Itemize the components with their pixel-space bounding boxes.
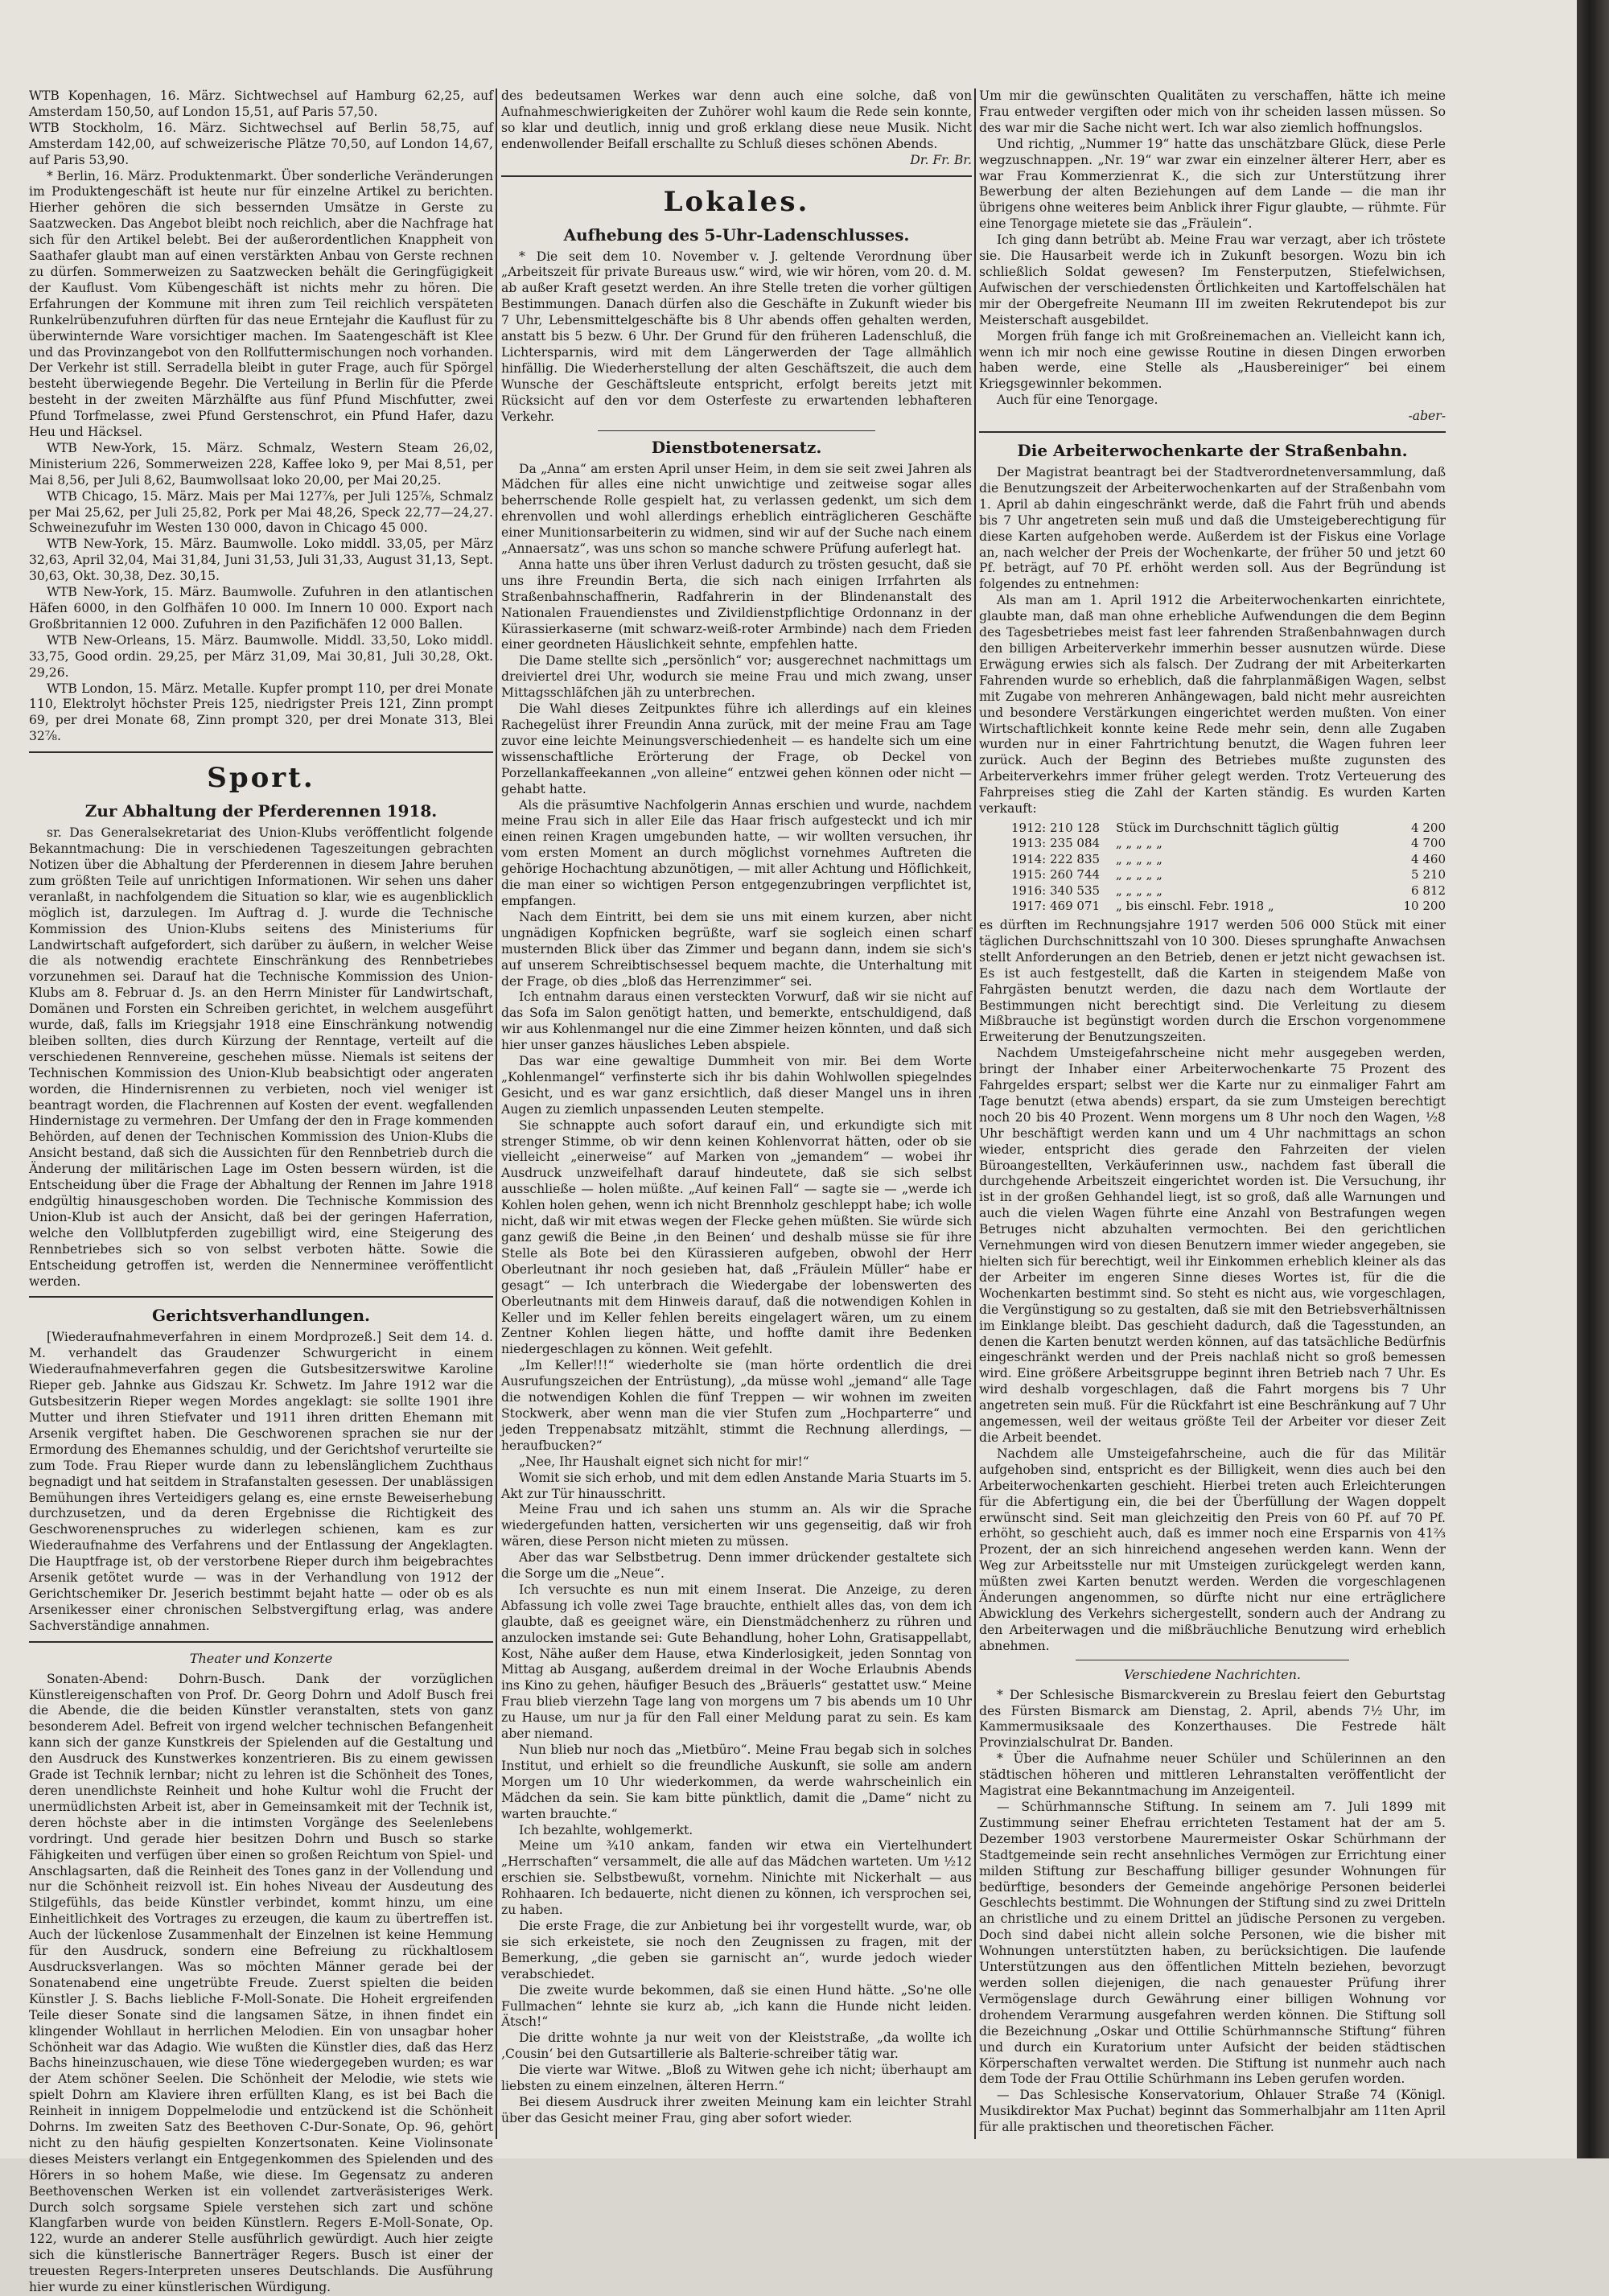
ticket-stats-table	[1011, 821, 1446, 915]
article-paragraph: Als man am 1. April 1912 die Arbeiterwochenkarten einrichtete, glaubte man, daß man ohne erhebliche Aufwendungen die dem Beginn des Tagesbetriebes meist fast leer fahrenden Straßenbahnwagen durch den billigen Arbeiterverkehr immerhin besser ausnutzen würde. Diese Erwägung erwies sich als falsch. Der Zudrang der mit Arbeiterkarten Fahrenden wurde so erheblich, daß die fahrplanmäßigen Wagen, selbst mit Zugabe von mehreren Anhängewagen, bald nicht mehr ausreichten und besondere Verstärkungen eingerichtet werden mußten. Von einer Wirtschaftlichkeit konnte keine Rede mehr sein, denn alle Zugaben wurden nur in einer Fahrtrichtung benutzt, die Wagen fuhren leer zurück. Auch der Beginn des Betriebes mußte zugunsten des Arbeiterverkehrs immer früher gelegt werden. Trotz Verteuerung des Fahrpreises stieg die Zahl der Karten ständig. Es wurden Karten verkauft:	[979, 593, 1446, 817]
column-2	[501, 88, 972, 2139]
section-title-court: Gerichtsverhandlungen.	[152, 1306, 370, 1326]
article-paragraph: Nachdem alle Umsteigefahrscheine, auch die für das Militär aufgehoben sind, entspricht es der Billigkeit, wenn dies auch bei den Arbeiterwochenkarten geschieht. Hierbei treten auch Erleichterungen für die Abfertigung ein, die bei der Überfüllung der Wagen doppelt erwünscht sind. Seit man gleichzeitig den Preis von 60 Pf. auf 70 Pf. erhöht, so geschieht auch, daß es immer noch eine Ersparnis von 41⅔ Prozent, der an sich hinreichend angesehen werden kann. Wenn der Weg zur Arbeitsstelle nur mit Umsteigen zurückgelegt werden kann, müßten zwei Karten benutzt werden. Werden die vorgeschlagenen Änderungen angenommen, so dürfte nicht nur eine erträglichere Abwicklung des Verkehrs sichergestellt, sondern auch der Andrang zu den Arbeiterwagen und die mißbräuchliche Benutzung wird erheblich abnehmen.	[979, 1446, 1446, 1653]
article-body: [Wiederaufnahmeverfahren in einem Mordprozeß.] Seit dem 14. d. M. verhandelt das Graudenzer Schwurgericht in einem Wiederaufnahmeverfahren gegen die Gutsbesitzerswitwe Karoline Rieper geb. Jahnke aus Gidszau Kr. Schwetz. Im Jahre 1912 war die Gutsbesitzerin Rieper wegen Mordes angeklagt: sie sollte 1901 ihre Mutter und ihren Stiefvater und 1911 ihren dritten Ehemann mit Arsenik vergiftet haben. Die Geschworenen sprachen sie nur der Ermordung des Ehemannes schuldig, und der Gerichtshof verurteilte sie zum Tode. Frau Rieper wurde dann zu lebenslänglichem Zuchthaus begnadigt und hat seitdem in Strafanstalten gesessen. Der unablässigen Bemühungen ihres Verteidigers gelang es, eine ernste Beweiserhebung durchzusetzen, und da deren Ergebnisse die Richtigkeit des Geschworenenspruches zu widerlegen schienen, kam es zur Wiederaufnahme des Verfahrens und der Entlassung der Angeklagten. Die Hauptfrage ist, ob der verstorbene Rieper durch ihm beigebrachtes Arsenik getötet wurde — was in der Verhandlung von 1912 der Gerichtschemiker Dr. Jeserich bestimmt bejaht hatte — oder ob es als Arsenikesser einer chronischen Selbstvergiftung erlag, was andere Sachverständige annahmen.	[29, 1330, 493, 1633]
section-divider	[29, 751, 493, 753]
article-paragraph: Ich bezahlte, wohlgemerkt.	[519, 1822, 693, 1837]
stat-daily: 4 200	[1411, 820, 1446, 835]
article-paragraph: Meine Frau und ich sahen uns stumm an. Als wir die Sprache wiedergefunden hatten, versicherten wir uns gegenseitig, daß wir froh wären, diese Person nicht mieten zu müssen.	[501, 1502, 972, 1549]
article-paragraph: Nach dem Eintritt, bei dem sie uns mit einem kurzen, aber nicht ungnädigen Kopfnicken begrüßte, warf sie sogleich einen scharf musternden Blick über das Zimmer und begann dann, indem sie sich's auf unserem Schreibtischsessel bequem machte, die Unterhaltung mit der Frage, ob dies „bloß das Herrenzimmer“ sei.	[501, 909, 972, 989]
author-signature: Dr. Fr. Br.	[910, 152, 972, 167]
market-report: WTB London, 15. März. Metalle. Kupfer prompt 110, per drei Monate 110, Elektrolyt höchster Preis 125, niedrigster Preis 121, Zinn prompt 69, per drei Monate 68, Zinn prompt 320, per drei Monate 313, Blei 32⅞.	[29, 681, 493, 744]
stat-daily: 4 460	[1411, 851, 1446, 866]
market-report: WTB New-Orleans, 15. März. Baumwolle. Middl. 33,50, Loko middl. 33,75, Good ordin. 29,25, per März 31,09, Mai 30,81, Juli 30,28, Okt. 29,26.	[29, 632, 493, 680]
article-paragraph: Morgen früh fange ich mit Großreinemachen an. Vielleicht kann ich, wenn ich mir noch eine gewisse Routine in diesen Dingen erworben haben werde, eine Stelle als „Hausbereiniger“ bei einem Kriegsgewinnler bekommen.	[979, 328, 1446, 392]
article-paragraph: Und richtig, „Nummer 19“ hatte das unschätzbare Glück, diese Perle wegzuschnappen. „Nr. 19“ war zwar ein einzelner älterer Herr, aber es war Frau Kommerzienrat K., die sich zur Unterstützung ihrer Bewerbung der alten Beziehungen auf dem Lande — die man ihr übrigens ohne weiteres beim Anblick ihrer Figur glaubte, — rühmte. Für eine Tenorgage mietete sie das „Fräulein“.	[979, 136, 1446, 232]
article-paragraph: — Schürhmannsche Stiftung. In seinem am 7. Juli 1899 mit Zustimmung seiner Ehefrau errichteten Testament hat der am 5. Dezember 1903 verstorbene Maurermeister Oskar Schürhmann der Stadtgemeinde sein recht ansehnliches Vermögen zur Errichtung einer milden Stiftung zur Beschaffung billiger gesunder Wohnungen für bedürftige, besonders der Gemeinde angehörige Personen beiderlei Geschlechts bestimmt. Die Wohnungen der Stiftung sind zu zwei Dritteln an christliche und zu einem Drittel an jüdische Personen zu vergeben. Doch sind dabei nicht allein solche Personen, wie die bisher mit Wohnungen unterstützten haben, zu berücksichtigen. Die laufende Unterstützungen aus den öffentlichen Mitteln beziehen, bevorzugt werden sollen diejenigen, die nach genauester Prüfung ihrer Vermögenslage durch Gewährung einer billigen Wohnung vor drohendem Verarmung ausgefahren werden können. Die Stiftung soll die Bezeichnung „Oskar und Ottilie Schürhmannsche Stiftung“ führen und durch ein Kuratorium unter Aufsicht der beiden städtischen Körperschaften verwaltet werden. Die Stiftung ist nunmehr auch nach dem Tode der Frau Ottilie Schürhmann ins Leben gerufen worden.	[979, 1800, 1446, 2087]
article-paragraph: Meine um ¾10 ankam, fanden wir etwa ein Viertelhundert „Herrschaften“ versammelt, die alle auf das Mädchen warteten. Um ½12 erschien sie. Selbstbewußt, vornehm. Ninichte mit Nickerhalt — aus Rohhaaren. Ich bedauerte, nicht dienen zu können, ich versprochen sei, zu haben.	[501, 1838, 972, 1918]
article-paragraph: * Der Schlesische Bismarckverein zu Breslau feiert den Geburtstag des Fürsten Bismarck am Dienstag, 2. April, abends 7½ Uhr, im Kammermusiksaale des Konzerthauses. Die Festrede hält Provinzialschulrat Dr. Banden.	[979, 1687, 1446, 1751]
stat-year: 1914: 222 835	[1011, 851, 1101, 866]
article-paragraph: * Über die Aufnahme neuer Schüler und Schülerinnen an den städtischen höheren und mittleren Lehranstalten veröffentlicht der Magistrat eine Bekanntmachung im Anzeigenteil.	[979, 1751, 1446, 1799]
stat-year: 1913: 235 084	[1011, 836, 1101, 851]
article-paragraph: Die dritte wohnte ja nur weit von der Kleiststraße, „da wollte ich ‚Cousin‘ bei den Gutsartillerie als Balterie-schreiber tätig war.	[501, 2031, 972, 2062]
article-paragraph: Die vierte war Witwe. „Bloß zu Witwen gehe ich nicht; überhaupt am liebsten zu einem einzelnen, älteren Herrn.“	[501, 2063, 972, 2094]
article-heading: Aufhebung des 5-Uhr-Ladenschlusses.	[563, 224, 910, 245]
table-row	[1011, 821, 1446, 837]
column-3	[979, 88, 1446, 2139]
stat-daily: 10 200	[1403, 899, 1446, 914]
article-paragraph: Die erste Frage, die zur Anbietung bei ihr vorgestellt wurde, war, ob sie sich erkeistete, sie noch den Zeugnissen zu fragen, mit der Bemerkung, „die geben sie garnischt an“, wurde jedoch wieder verabschiedet.	[501, 1918, 972, 1981]
article-paragraph: „Nee, Ihr Haushalt eignet sich nicht for mir!“	[519, 1454, 809, 1469]
stat-year: 1915: 260 744	[1011, 867, 1101, 883]
market-report: * Berlin, 16. März. Produktenmarkt. Über sonderliche Veränderungen im Produktengeschäft ist heute nur für einzelne Artikel zu berichten. Hierher gehören die sich bessernden Umsätze in Gerste zu Saatzwecken. Das Angebot bleibt noch reichlich, aber die Nachfrage hat sich für den Artikel belebt. Bei der außerordentlichen Knappheit von Saathafer glaubt man auf einen verstärkten Anbau von Gerste rechnen zu dürfen. Sommerweizen zu Saatzwecken behält die Geringfügigkeit der Kauflust. Vom Kübengeschäft ist nichts mehr zu hören. Die Erfahrungen der Kommune mit ihren zum Teil reichlich verspäteten Runkelrübenzufuhren dürften für das neue Erntejahr die Kauflust für zu überwinternde Ware vorsichtiger machen. Im Saatengeschäft ist Klee und das Provinzangebot von den Rollfuttermischungen noch vorhanden. Der Verkehr ist still. Serradella bleibt in guter Frage, auch für Spörgel besteht überwiegende Begehr. Die Verteilung in Berlin für die Pferde besteht in der zweiten Märzhälfte aus fünf Pfund Mischfutter, zwei Pfund Torfmelasse, zwei Pfund Gerstenschrot, ein Pfund Hafer, dazu Heu und Häcksel.	[29, 168, 493, 440]
market-report: WTB New-York, 15. März. Baumwolle. Zufuhren in den atlantischen Häfen 6000, in den Golfhäfen 10 000. Im Innern 10 000. Export nach Großbritannien 12 000. Zufuhren in den Pazifichäfen 12 000 Ballen.	[29, 585, 493, 632]
article-paragraph: Ich entnahm daraus einen versteckten Vorwurf, daß wir sie nicht auf das Sofa im Salon genötigt hatten, und bemerkte, entschuldigend, daß wir aus Kohlenmangel nur die eine Zimmer heizen könnten, und daß sich hier unser ganzes häusliches Leben abspiele.	[501, 990, 972, 1053]
article-body: * Die seit dem 10. November v. J. geltende Verordnung über „Arbeitszeit für private Bureaus usw.“ wird, wie wir hören, vom 20. d. M. ab außer Kraft gesetzt werden. An ihre Stelle treten die vorher gültigen Bestimmungen. Danach dürfen also die Geschäfte in Zukunft wieder bis 7 Uhr, Lebensmittelgeschäfte bis 8 Uhr abends offen gehalten werden, anstatt bis 5 bezw. 6 Uhr. Der Grund für den früheren Ladenschluß, die Lichtersparnis, wird mit dem Längerwerden der Tage allmählich hinfällig. Die Wiederherstellung der alten Geschäftszeit, die auch dem Wunsche der Geschäftsleute entspricht, erfolgt bereits jetzt mit Rücksicht auf den vor dem Osterfeste zu erwartenden lebhafteren Verkehr.	[501, 249, 972, 424]
article-heading: Die Arbeiterwochenkarte der Straßenbahn.	[1017, 441, 1408, 461]
stat-label: „ „ „ „ „	[1116, 867, 1163, 883]
stat-label: „ „ „ „ „	[1116, 851, 1163, 866]
stat-year: 1916: 340 535	[1011, 883, 1101, 898]
section-divider	[29, 1641, 493, 1643]
market-report: WTB Kopenhagen, 16. März. Sichtwechsel auf Hamburg 62,25, auf Amsterdam 150,50, auf London 15,51, auf Paris 57,50.	[29, 88, 493, 119]
table-row	[1011, 899, 1446, 915]
column-1	[29, 88, 493, 2295]
section-divider	[29, 1296, 493, 1298]
market-report: WTB Chicago, 15. März. Mais per Mai 127⅞, per Juli 125⅞, Schmalz per Mai 25,62, per Juli 25,82, Pork per Mai 48,26, Speck 22,77—24,27. Schweinezufuhr im Westen 130 000, davon in Chicago 45 000.	[29, 488, 493, 536]
stat-label: „ bis einschl. Febr. 1918 „	[1116, 899, 1274, 914]
article-paragraph: Ich ging dann betrübt ab. Meine Frau war verzagt, aber ich tröstete sie. Die Hausarbeit werde ich in Zukunft besorgen. Wozu bin ich schließlich Soldat gewesen? Im Fensterputzen, Stiefelwichsen, Aufwischen der verschiedensten Örtlichkeiten und Kartoffelschälen hat mir der Obergefreite Neumann III im zweiten Rekrutendepot bis zur Meisterschaft ausgebildet.	[979, 232, 1446, 327]
section-divider	[501, 175, 972, 177]
article-paragraph: Die Wahl dieses Zeitpunktes führe ich allerdings auf ein kleines Rachegelüst ihrer Freundin Anna zurück, mit der meine Frau am Tage zuvor eine leichte Meinungsverschiedenheit — es handelte sich um eine wissenschaftliche Erörterung der Frage, ob Deckel von Porzellankaffeekannen „von alleine“ entzwei gehen können oder nicht — gehabt hatte.	[501, 702, 972, 796]
stat-label: „ „ „ „ „	[1116, 883, 1163, 898]
page-edge-shadow	[1577, 0, 1609, 2158]
article-paragraph: Als die präsumtive Nachfolgerin Annas erschien und wurde, nachdem meine Frau sich in aller Eile das Haar frisch aufgesteckt und ich mir einen reinen Kragen umgebunden hatte, — wir wollten versuchen, ihr vom ersten Moment an durch möglichst vornehmes Auftreten die gehörige Hochachtung abzunötigen, — mit aller Achtung und Höflichkeit, die man einer so wichtigen Person entgegenzubringen verpflichtet ist, empfangen.	[501, 797, 972, 908]
section-title-local: Lokales.	[663, 185, 810, 218]
column-rule	[496, 88, 497, 2139]
article-paragraph: Ich versuchte es nun mit einem Inserat. Die Anzeige, zu deren Abfassung ich volle zwei Tage brauchte, enthielt alles das, von dem ich glaubte, daß es geeignet wäre, ein Dienstmädchenherz zu rühren und anzulocken imstande sei: Gute Behandlung, hoher Lohn, Gratisappellabt, Kost, Nähe außer dem Hause, etwa Kinderlosigkeit, jeden Sonntag von Mittag ab Ausgang, außerdem dreimal in der Woche Erlaubnis Abends ins Kino zu gehen, häufiger Besuch des „Bräuerls“ gestattet usw.“ Meine Frau blieb vierzehn Tage lang von morgens um 7 bis abends um 10 Uhr zu Hause, um nur ja für den Fall einer Meldung parat zu sein. Es kam aber niemand.	[501, 1582, 972, 1742]
article-paragraph: Um mir die gewünschten Qualitäten zu verschaffen, hätte ich meine Frau entweder vergiften oder mich von ihr scheiden lassen müssen. So des war mir die Sache nicht wert. Ich war also ziemlich hoffnungslos.	[979, 88, 1446, 135]
article-paragraph: Der Magistrat beantragt bei der Stadtverordnetenversammlung, daß die Benutzungszeit der Arbeiterwochenkarten auf der Straßenbahn vom 1. April ab dahin eingeschränkt werde, daß die Fahrt früh und abends bis 7 Uhr angetreten sein muß und daß die Umsteigeberechtigung für diese Karten aufgehoben werde. Außerdem ist der Fiskus eine Vorlage an, nach welcher der Preis der Wochenkarte, der früher 50 und jetzt 60 Pf. beträgt, auf 70 Pf. erhöht werden soll. Aus der Begründung ist folgendes zu entnehmen:	[979, 465, 1446, 592]
article-paragraph: Anna hatte uns über ihren Verlust dadurch zu trösten gesucht, daß sie uns ihre Freundin Berta, die sich nach einigen Irrfahrten als Straßenbahnschaffnerin, Radfahrerin in der Blindenanstalt des Nationalen Frauendienstes und Zivildienstpflichtige Ordonnanz in der Kürassierkaserne (mit schwarz-weiß-roter Armbinde) nach dem Frieden einer geordneten Häuslichkeit sehnte, empfehlen hatte.	[501, 557, 972, 652]
article-paragraph: Sie schnappte auch sofort darauf ein, und erkundigte sich mit strenger Stimme, ob wir denn keinen Kohlenvorrat hätten, oder ob sie vielleicht „einerweise“ auf Marken von „jemandem“ — wobei ihr Ausdruck unzweifelhaft darauf hindeutete, daß sie sich selbst ausschließe — holen müßte. „Auf keinen Fall“ — sagte sie — „werde ich Kohlen holen gehen, wenn ich nicht Brennholz geschleppt habe; ich wolle nicht, daß wir mit etwas wegen der Flecke gehen müßten. Sie würde sich ganz gewiß die Beine ‚in den Beinen‘ und deshalb müsse sie für ihre Stelle als Bote bei den Kürassieren aufgeben, obwohl der Herr Oberleutnant ihr noch gesieben hat, daß „Fräulein Müller“ habe er gesagt“ — Ich unterbrach die Wiedergabe der lobenswerten des Oberleutnants mit dem Hinweis darauf, daß die notwendigen Kohlen in Keller und im Keller fehlen bereits eingelagert wären, um zu einem Zentner Kohlen liegen hätte, und hoffte damit ihre Bedenken niedergeschlagen zu können. Weit gefehlt.	[501, 1117, 972, 1357]
article-heading: Zur Abhaltung der Pferderennen 1918.	[84, 801, 438, 821]
stat-daily: 6 812	[1411, 883, 1446, 898]
table-row	[1011, 867, 1446, 883]
article-paragraph: Aber das war Selbstbetrug. Denn immer drückender gestaltete sich die Sorge um die „Neue“.	[501, 1550, 972, 1582]
section-title-sport: Sport.	[207, 762, 315, 795]
article-paragraph: es dürften im Rechnungsjahre 1917 werden 506 000 Stück mit einer täglichen Durchschnittszahl von 10 300. Dieses sprunghafte Anwachsen stellt Anforderungen an den Betrieb, denen er jetzt nicht gewachsen ist. Es ist auch festgestellt, daß die Karten in steigendem Maße von Fahrgästen benutzt werden, die dazu nach dem Wortlaute der Bestimmungen nicht berechtigt sind. Die Verleitung zu diesem Mißbrauche ist begünstigt worden durch die Erschon vorgenommene Erweiterung der Benutzungszeiten.	[979, 917, 1446, 1045]
article-paragraph: Die Dame stellte sich „persönlich“ vor; ausgerechnet nachmittags um dreiviertel drei Uhr, wodurch sie meine Frau und mich zwang, unser Mittagsschläfchen jäh zu unterbrechen.	[501, 653, 972, 701]
article-paragraph: Da „Anna“ am ersten April unser Heim, in dem sie seit zwei Jahren als Mädchen für alles eine nicht unwichtige und zeitweise sogar alles beherrschende Rolle gespielt hat, zu verlassen gedenkt, um sich dem ehrenvollen und wohl allerdings erheblich einträglicheren Geschäfte einer Munitionsarbeiterin zu widmen, sind wir auf der Suche nach einem „Annaersatz“, was uns schon so manche schwere Prüfung auferlegt hat.	[501, 461, 972, 557]
table-row	[1011, 852, 1446, 868]
article-divider	[598, 430, 875, 431]
article-paragraph: Auch für eine Tenorgage.	[997, 393, 1158, 408]
article-paragraph: Nachdem Umsteigefahrscheine nicht mehr ausgegeben werden, bringt der Inhaber einer Arbeiterwochenkarte 75 Prozent des Fahrgeldes erspart; selbst wer die Karte nur zu einmaliger Fahrt am Tage benutzt (etwa abends) erspart, da sie zum Umsteigen berechtigt noch 20 bis 40 Prozent. Wenn morgens um 8 Uhr noch den Wagen, ½8 Uhr beschäftigt werden kann und um 4 Uhr nachmittags an schon wieder, entspricht dies gerade den Fahrzeiten der vielen Büroangestellten, Verkäuferinnen usw., nachdem fast überall die durchgehende Arbeitszeit eingerichtet worden ist. Die Versuchung, ihr ist in der großen Gehhandel liegt, ist so groß, daß alle Warnungen und auch die vielen Wagen führte eine Anzahl von Bestrafungen wegen Betruges nicht abzuhalten vermochten. Bei den gerichtlichen Vernehmungen wird von diesen Benutzern immer wieder angegeben, sie hielten sich für berechtigt, weil ihr Einkommen erheblich kleiner als das der Arbeiter im engeren Sinne dieses Wortes ist, für die die Wochenkarten bestimmt sind. So steht es nicht aus, wie vorgeschlagen, die Vergünstigung so zu gestalten, daß sie mit den Betriebsverhältnissen im Einklange bleibt. Das geschieht dadurch, daß die Tagesstunden, an denen die Karten benutzt werden können, auf das tatsächliche Bedürfnis eingeschränkt werden und der Preis nachlaß nicht so groß bemessen wird. Eine größere Arbeitsgruppe beginnt ihren Betrieb nach 7 Uhr. Es wird deshalb vorgeschlagen, daß die Fahrt morgens bis 7 Uhr angetreten sein muß. Für die Rückfahrt ist eine Beschränkung auf 7 Uhr angemessen, weil der weitaus größte Teil der Arbeiter vor dieser Zeit die Arbeit beendet.	[979, 1046, 1446, 1445]
section-title-theater: Theater und Konzerte	[189, 1650, 333, 1666]
article-paragraph: Die zweite wurde bekommen, daß sie einen Hund hätte. „So'ne olle Fullmachen“ lehnte sie kurz ab, „ich kann die Hunde nicht leiden. Ätsch!“	[501, 1982, 972, 2030]
article-paragraph: Das war eine gewaltige Dummheit von mir. Bei dem Worte „Kohlenmangel“ verfinsterte sich ihr bis dahin Wohlwollen spiegelndes Gesicht, und es war ganz ersichtlich, daß dieser Mangel uns in ihren Augen zu ziemlich unpassenden Leuten stempelte.	[501, 1054, 972, 1117]
article-paragraph: „Im Keller!!!“ wiederholte sie (man hörte ordentlich die drei Ausrufungszeichen der Entrüstung), „da müsse wohl „jemand“ alle Tage die notwendigen Kohlen die fünf Treppen — wir wohnen im zweiten Stockwerk, aber wenn man die vier Stufen zum „Hochparterre“ und jeden Treppenabsatz mitzählt, stimmt die Rechnung allerdings, — heraufbucken?“	[501, 1358, 972, 1453]
article-paragraph: Nun blieb nur noch das „Mietbüro“. Meine Frau begab sich in solches Institut, und erhielt so die freundliche Auskunft, sie solle am andern Morgen um 10 Uhr wiederkommen, da werde wahrscheinlich ein Mädchen da sein. Sie kam bitte pünktlich, damit die „Dame“ nicht zu warten brauchte.“	[501, 1743, 972, 1821]
market-report: WTB New-York, 15. März. Baumwolle. Loko middl. 33,05, per März 32,63, April 32,04, Mai 31,84, Juni 31,53, Juli 31,33, August 31,13, Sept. 30,63, Okt. 30,38, Dez. 30,15.	[29, 537, 493, 584]
section-title-misc: Verschiedene Nachrichten.	[1124, 1666, 1301, 1682]
table-row	[1011, 836, 1446, 852]
stat-label: Stück im Durchschnitt täglich gültig	[1116, 820, 1339, 835]
stat-label: „ „ „ „ „	[1116, 836, 1163, 851]
column-rule	[974, 88, 976, 2139]
stat-year: 1917: 469 071	[1011, 899, 1101, 914]
article-heading: Dienstbotenersatz.	[651, 437, 822, 457]
stat-daily: 4 700	[1411, 836, 1446, 851]
stat-year: 1912: 210 128	[1011, 820, 1101, 835]
market-report: WTB New-York, 15. März. Schmalz, Western Steam 26,02, Ministerium 226, Sommerweizen 228, Kaffee loko 9, per Mai 8,51, per Mai 8,56, per Juli 8,62, Baumwollsaat loko 20,00, per Mai 20,25.	[29, 440, 493, 488]
article-paragraph: Womit sie sich erhob, und mit dem edlen Anstande Maria Stuarts im 5. Akt zur Tür hinausschritt.	[501, 1470, 972, 1501]
section-divider	[979, 431, 1446, 433]
table-row	[1011, 883, 1446, 899]
author-signature: -aber-	[1408, 409, 1446, 424]
article-paragraph: — Das Schlesische Konservatorium, Ohlauer Straße 74 (Königl. Musikdirektor Max Puchat) beginnt das Sommerhalbjahr am 11ten April für alle praktischen und theoretischen Fächer.	[979, 2088, 1446, 2135]
article-body: Sonaten-Abend: Dohrn-Busch. Dank der vorzüglichen Künstlereigenschaften von Prof. Dr. Georg Dohrn und Adolf Busch frei die Abende, die die beiden Künstler veranstalten, stets von ganz besonderem Adel. Befreit von irgend welcher technischen Befangenheit kann sich der ganze Kunstkreis der Spielenden auf die Gestaltung und den Ausdruck des Kunstwerkes konzentrieren. Bis zu einem gewissen Grade ist Technik lernbar; nicht zu lehren ist die Schönheit des Tones, deren unendlichste Reinheit und hohe Kultur wohl die Frucht der unermüdlichsten Arbeit ist, aber in Gemeinsamkeit mit der Technik ist, deren höchste aber in die intimsten Vorgänge des Seelenlebens vordringt. Und gerade hier besitzen Dohrn und Busch so starke Fähigkeiten und verfügen über einen so großen Reichtum von Spiel- und Anschlagsarten, daß die Reinheit des Tones ganz in der Vollendung und nur die Schönheit reizvoll ist. Ein hohes Niveau der Ausdeutung des Stilgefühls, das beide Künstler verbindet, kommt hinzu, um eine Einheitlichkeit des Vortrages zu erzeugen, die kaum zu übertreffen ist. Auch der lückenlose Zusammenhalt der Einzelnen ist keine Hemmung für den Ausdruck, sondern eine Befreiung zu rückhaltlosem Ausdrucksverlangen. Was so möchten Männer gerade bei der Sonatenabend eine ungetrübte Freude. Zuerst spielten die beiden Künstler J. S. Bachs liebliche F-Moll-Sonate. Die Hoheit ergreifenden Teile dieser Sonate sind die langsamen Sätze, in ihnen findet ein klingender Wohllaut in herrlichen Melodien. Ein von unsagbar hoher Schönheit war das Adagio. Wie wußten die Künstler dies, daß das Herz Bachs hineinzuschauen, wie diese Töne wiedergegeben wurden; es war der Atem schöner Seelen. Die Schönheit der Melodie, wie stets wie spielt Dohrn am Klaviere ihren erfüllten Klang, es ist bei Bach die Reinheit in innigem Doppelmelodie und entzückend ist die Schönheit Dohrns. Im zweiten Satz des Beethoven C-Dur-Sonate, Op. 96, gehört nicht zu den häufig gespielten Konzertsonaten. Keine Violinsonate dieses Meisters verlangt ein Entgegenkommen des Spielenden und des Hörers in so hohem Maße, wie diese. Im Gegensatz zu anderen Beethovenschen Werken ist ein vollendet zartveräsisteriges Werk. Durch solch sorgsame Spiele verstehen sich zart und schöne Klangfarben wurde von beiden Künstlern. Regers E-Moll-Sonate, Op. 122, wurde an anderer Stelle ausführlich gewürdigt. Auch hier zeigte sich die künstlerische Bannerträger Regers. Busch ist einer der treuesten Regers-Interpreten unseres Deutschlands. Die Ausführung hier wurde zu einer künstlerischen Würdigung.	[29, 1671, 493, 2295]
market-report: WTB Stockholm, 16. März. Sichtwechsel auf Berlin 58,75, auf Amsterdam 142,00, auf schweizerische Plätze 70,50, auf London 14,67, auf Paris 53,90.	[29, 120, 493, 167]
article-paragraph: Bei diesem Ausdruck ihrer zweiten Meinung kam ein leichter Strahl über das Gesicht meiner Frau, ging aber sofort wieder.	[501, 2094, 972, 2125]
article-body: sr. Das Generalsekretariat des Union-Klubs veröffentlicht folgende Bekanntmachung: Die in verschiedenen Tageszeitungen gebrachten Notizen über die Abhaltung der Pferderennen in diesem Jahre beruhen zum größten Teile auf unrichtigen Informationen. Wir sehen uns daher veranlaßt, in nachfolgendem die Situation so klar, wie es augenblicklich möglich ist, darzulegen. Im Auftrag d. J. wurde die Technische Kommission des Union-Klubs seitens des Ministeriums für Landwirtschaft aufgefordert, sich darüber zu äußern, in welcher Weise die als notwendig erachtete Einschränkung des Rennbetriebes vorzunehmen sei. Darauf hat die Technische Kommission des Union-Klubs am 8. Februar d. Js. an den Herrn Minister für Landwirtschaft, Domänen und Forsten ein Schreiben gerichtet, in welchem ausgeführt wurde, daß, falls im Kriegsjahr 1918 eine Einschränkung notwendig bleiben sollten, dies durch Kürzung der Renntage, verteilt auf die verschiedenen Rennvereine, geschehen müsse. Niemals ist seitens der Technischen Kommission des Union-Klub beabsichtigt oder angeraten worden, die Hindernisrennen zu verbieten, noch viel weniger ist beantragt worden, die Flachrennen auf Kosten der event. wegfallenden Hindernistage zu vermehren. Der Umfang der den in Frage kommenden Behörden, auf denen der Technischen Kommission des Union-Klubs die Ansicht bestand, daß sich die Aussichten für den Rennbetrieb durch die Änderung der militärischen Lage im Osten bessern würden, ist die Entscheidung über die Frage der Abhaltung der Rennen im Jahre 1918 endgültig hinausgeschoben worden. Die Technische Kommission des Union-Klub ist auch der Ansicht, daß bei der geringen Haferration, welche den Vollblutpferden zugebilligt wird, eine Steigerung des Rennbetriebes sich so von selbst verboten hätte. Sowie die Entscheidung getroffen ist, werden die Nennerminee veröffentlicht werden.	[29, 825, 493, 1289]
article-body: des bedeutsamen Werkes war denn auch eine solche, daß von Aufnahmeschwierigkeiten der Zuhörer wohl kaum die Rede sein konnte, so klar und deutlich, innig und groß erklang diese neue Musik. Nicht endenwollender Beifall erschallte zu Schluß dieses schönen Abends.	[501, 88, 972, 151]
stat-daily: 5 210	[1411, 867, 1446, 883]
